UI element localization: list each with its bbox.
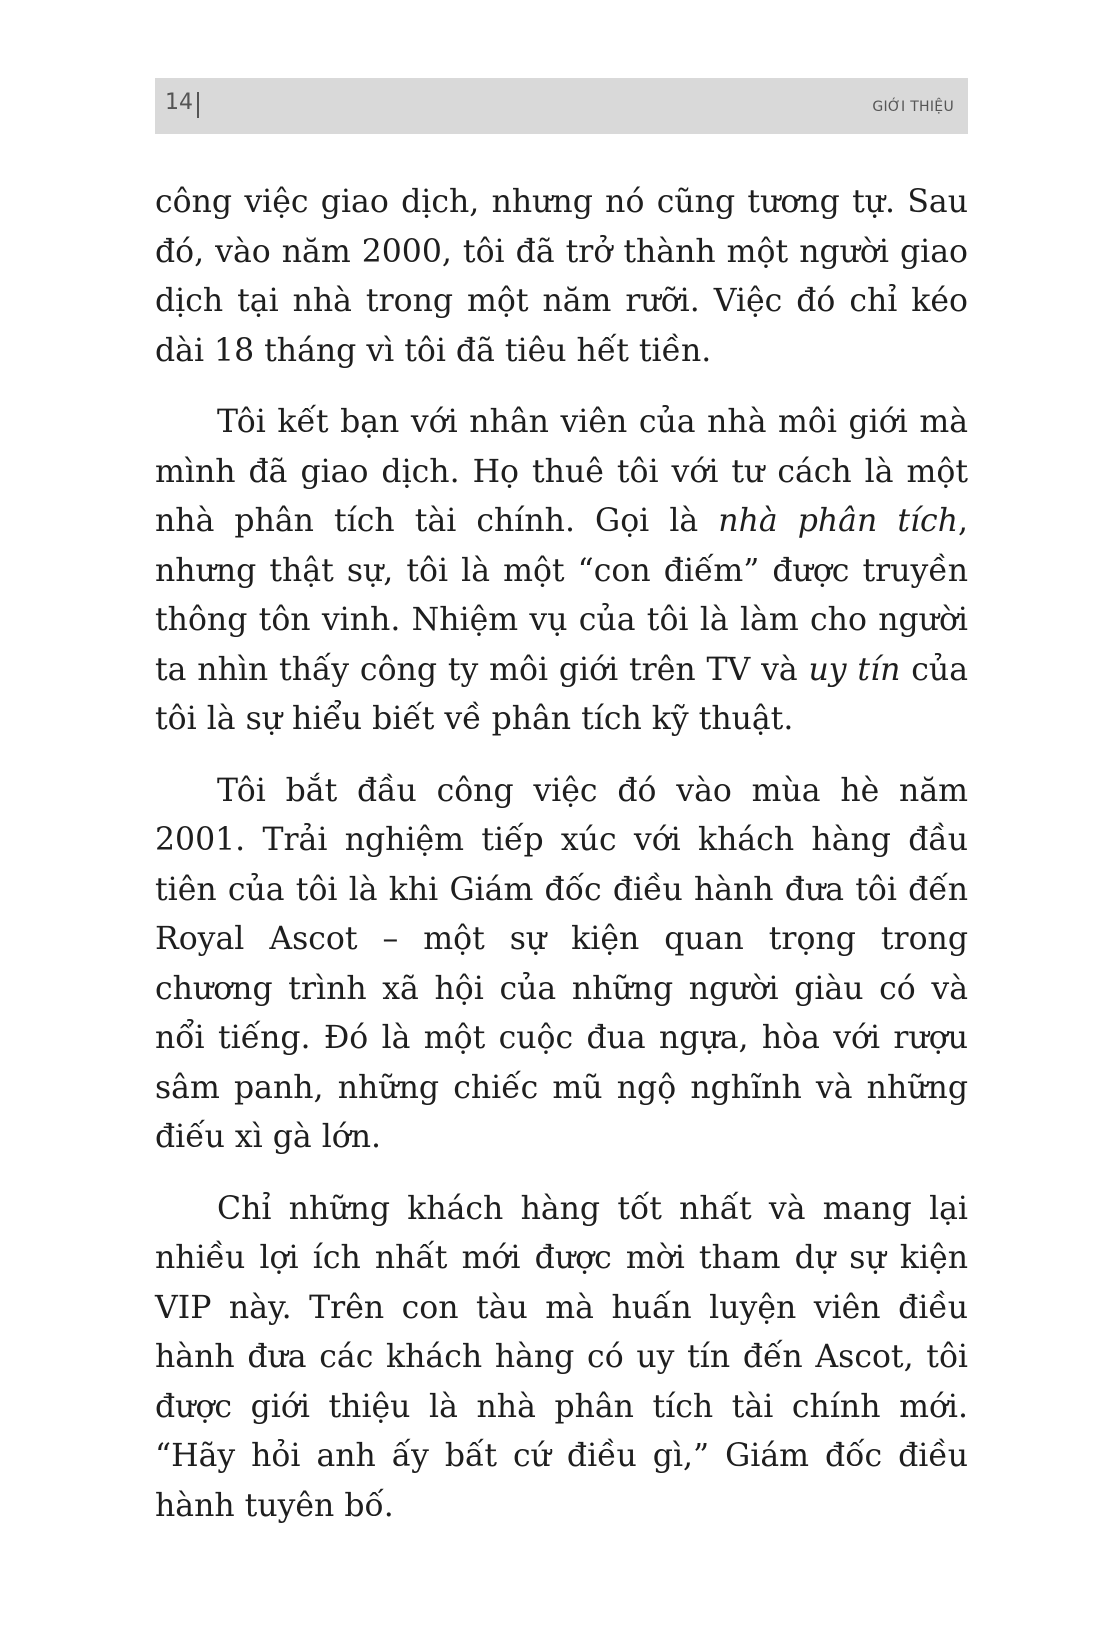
paragraph-2 — [155, 398, 968, 745]
paragraph-3: Tôi bắt đầu công việc đó vào mùa hè năm 2001. Trải nghiệm tiếp xúc với khách hàng đầu tiên của tôi là khi Giám đốc điều hành đưa tôi đến Royal Ascot – một sự kiện quan trọng trong chương trình xã hội của những người giàu có và nổi tiếng. Đó là một cuộc đua ngựa, hòa với rượu sâm panh, những chiếc mũ ngộ nghĩnh và những điếu xì gà lớn. — [155, 772, 968, 1155]
paragraph-2-part-c: , nhưng thật sự, tôi là một “con điếm” được truyền thông tôn vinh. Nhiệm vụ của tôi là làm cho người ta nhìn thấy công ty môi giới trên TV và — [155, 503, 968, 688]
body-text — [155, 178, 968, 1531]
paragraph-4: Chỉ những khách hàng tốt nhất và mang lại nhiều lợi ích nhất mới được mời tham dự sự kiện VIP này. Trên con tàu mà huấn luyện viên điều hành đưa các khách hàng có uy tín đến Ascot, tôi được giới thiệu là nhà phân tích tài chính mới. “Hãy hỏi anh ấy bất cứ điều gì,” Giám đốc điều hành tuyên bố. — [155, 1190, 968, 1524]
paragraph-2-part-e: của tôi là sự hiểu biết về phân tích kỹ thuật. — [155, 651, 968, 737]
page-number: 14 — [165, 90, 193, 115]
paragraph-2-italic-analyst: nhà phân tích — [718, 503, 958, 539]
header-divider — [197, 92, 199, 118]
running-title: GIỚI THIỆU — [872, 99, 954, 115]
page-header — [155, 78, 968, 134]
paragraph-1: công việc giao dịch, nhưng nó cũng tương tự. Sau đó, vào năm 2000, tôi đã trở thành một người giao dịch tại nhà trong một năm rưỡi. Việc đó chỉ kéo dài 18 tháng vì tôi đã tiêu hết tiền. — [155, 184, 968, 369]
paragraph-2-part-a: Tôi kết bạn với nhân viên của nhà môi giới mà mình đã giao dịch. Họ thuê tôi với tư cách là một nhà phân tích tài chính. Gọi là — [155, 404, 968, 539]
paragraph-2-italic-reputation: uy tín — [808, 651, 901, 688]
